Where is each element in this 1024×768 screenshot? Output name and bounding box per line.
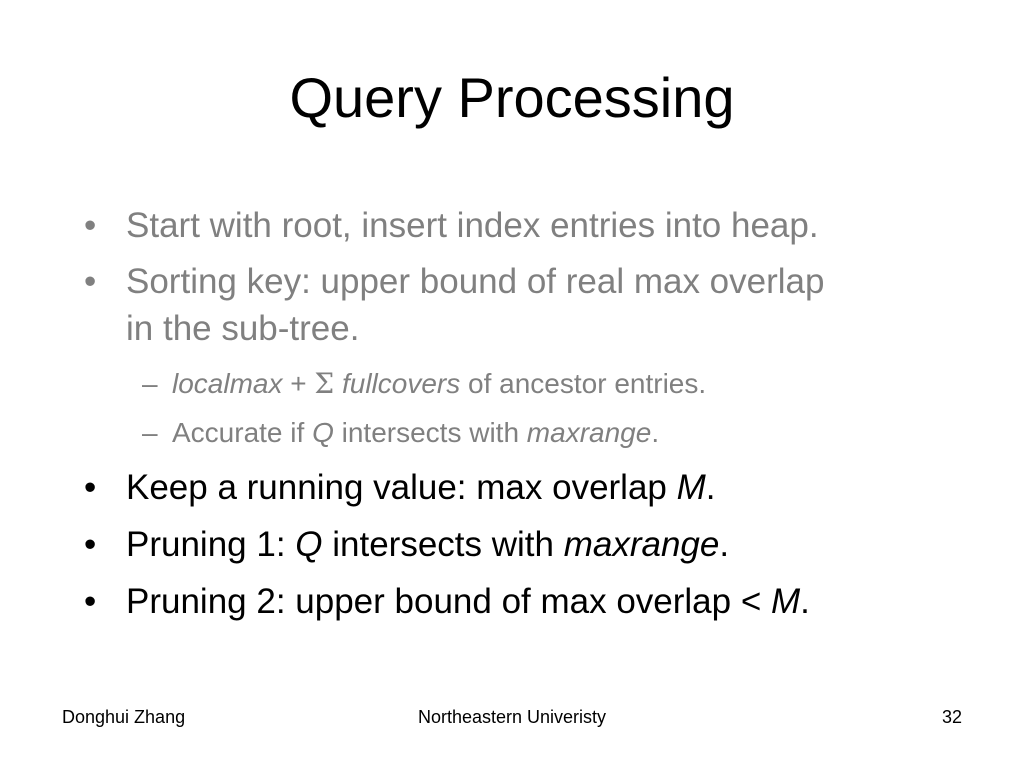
plus-sign: + <box>282 368 315 399</box>
sub-bullet-localmax <box>172 366 706 402</box>
sub-bullet-accurate <box>172 415 659 451</box>
bullet-marker: • <box>84 468 97 507</box>
sub-bullet-marker: – <box>142 368 158 399</box>
text-segment: . <box>651 417 660 448</box>
bullet-pruning-1 <box>126 523 729 567</box>
sigma-symbol: Σ <box>314 367 335 400</box>
term-maxrange: maxrange <box>526 417 652 448</box>
sub-bullet-marker: – <box>142 417 158 448</box>
term-q: Q <box>312 417 334 448</box>
text-segment: intersects with <box>333 417 527 448</box>
text-segment: . <box>800 582 810 621</box>
bullet-sorting-key-line1: Sorting key: upper bound of real max overlap <box>126 262 825 301</box>
text-segment: . <box>705 468 716 507</box>
bullet-marker: • <box>84 206 97 245</box>
term-m: M <box>676 468 706 507</box>
bullet-sorting-key-line2: in the sub-tree. <box>126 309 360 348</box>
text-segment: intersects with <box>322 525 564 564</box>
term-q: Q <box>295 525 323 564</box>
text-segment: . <box>719 525 730 564</box>
bullet-marker: • <box>84 262 97 301</box>
slide-title: Query Processing <box>289 66 735 129</box>
term-fullcovers: fullcovers <box>334 368 461 399</box>
bullet-marker: • <box>84 525 97 564</box>
footer-author: Donghui Zhang <box>62 707 186 727</box>
bullet-marker: • <box>84 582 97 621</box>
bullet-pruning-2 <box>126 580 810 624</box>
footer-institution: Northeastern Univeristy <box>417 707 607 727</box>
bullet-start-with-root: Start with root, insert index entries into heap. <box>126 206 819 245</box>
term-localmax: localmax <box>172 368 283 399</box>
text-segment: Pruning 1: <box>126 525 296 564</box>
footer-page-number: 32 <box>941 707 962 727</box>
bullet-running-value <box>126 466 716 510</box>
text-segment: Pruning 2: upper bound of max overlap < <box>126 582 772 621</box>
text-segment: Keep a running value: max overlap <box>126 468 677 507</box>
text-segment: Accurate if <box>172 417 313 448</box>
term-maxrange: maxrange <box>563 525 720 564</box>
sub-bullet-rest: of ancestor entries. <box>460 368 707 399</box>
term-m: M <box>771 582 801 621</box>
